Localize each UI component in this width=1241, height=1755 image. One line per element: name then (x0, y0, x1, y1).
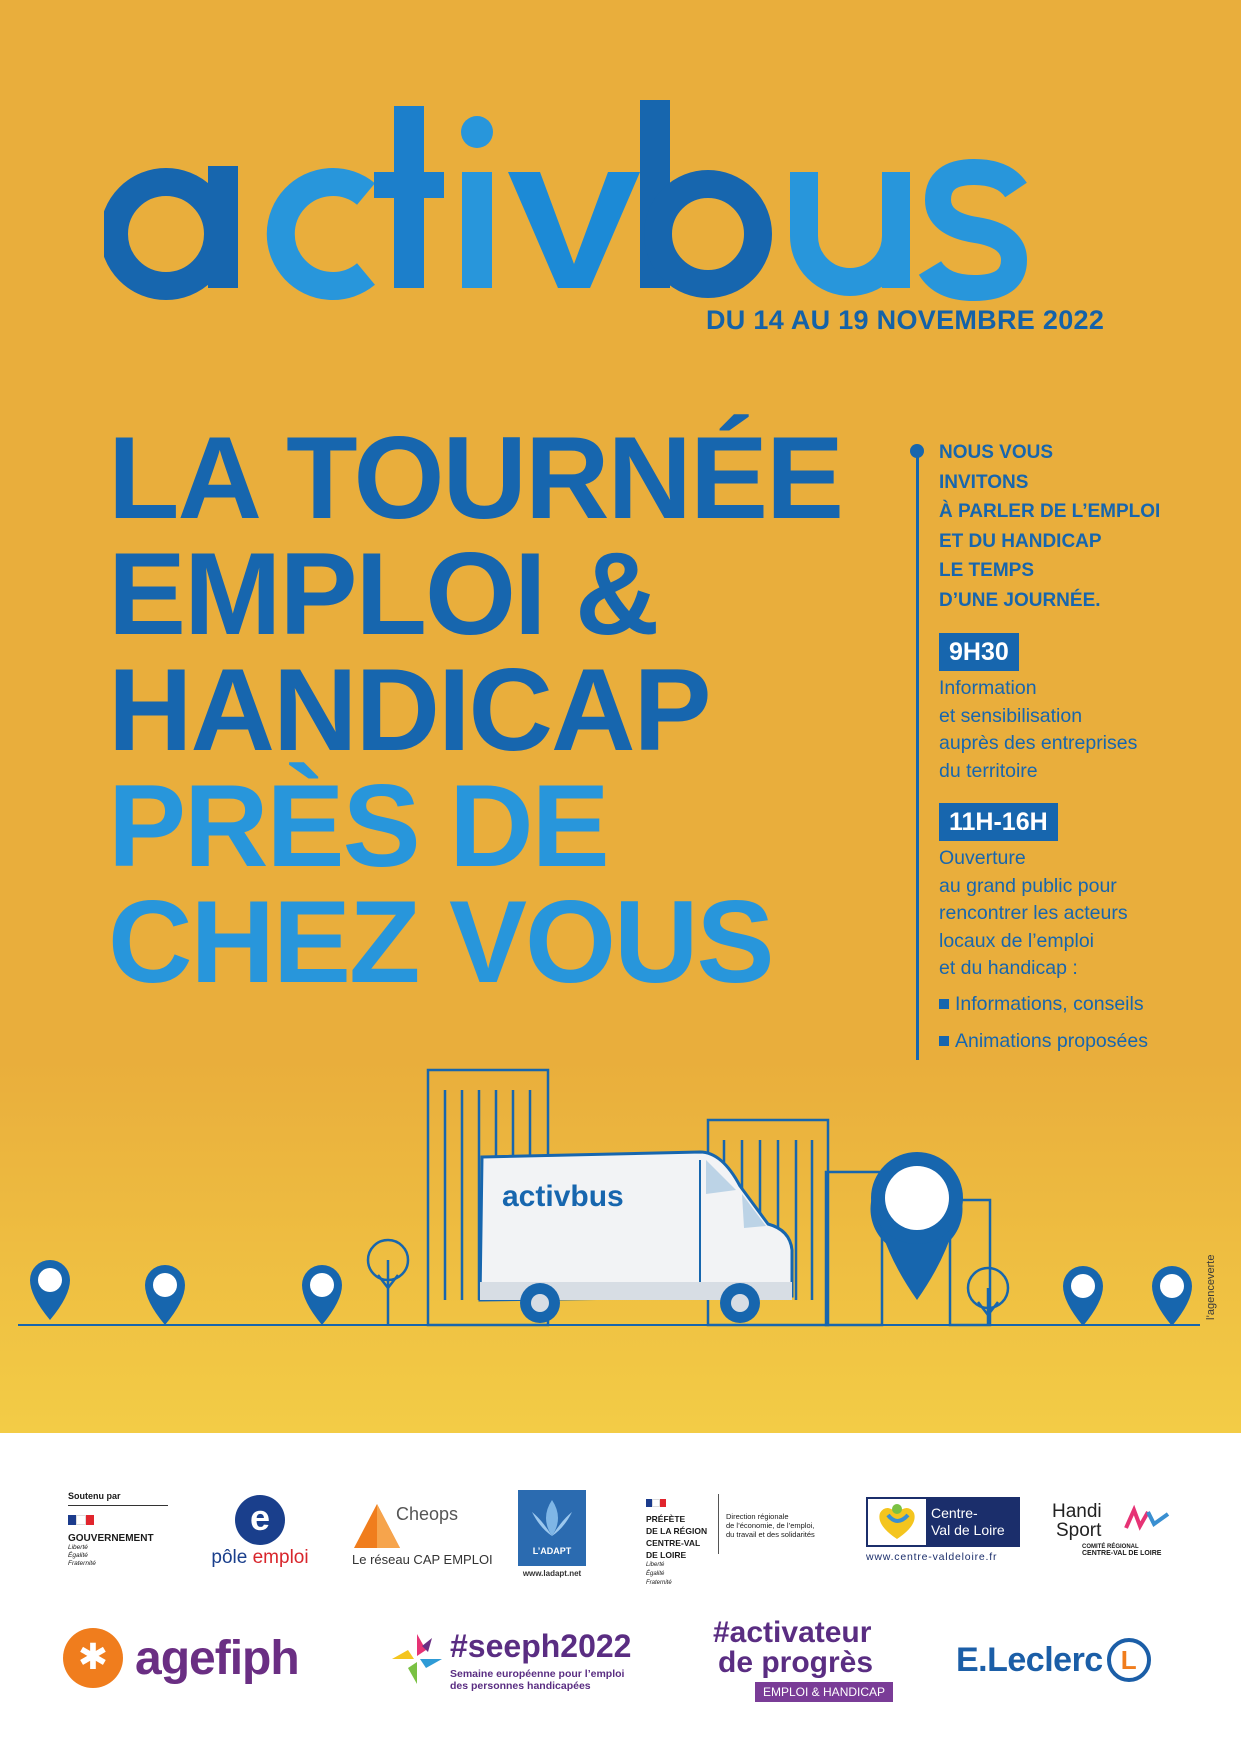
schedule-morning-text (939, 675, 1137, 785)
motto-line: Liberté (646, 1562, 665, 1568)
activateur-line: de progrès (718, 1646, 874, 1679)
headline (108, 412, 843, 1007)
invitation-line: ET DU HANDICAP (939, 530, 1102, 552)
event-dates: DU 14 AU 19 NOVEMBRE 2022 (706, 305, 1105, 335)
region-name-line: Val de Loire (931, 1522, 1005, 1538)
pole-emploi-icon: e (235, 1495, 285, 1545)
timeline-dot (910, 444, 924, 458)
seeph-sub-line: des personnes handicapées (450, 1680, 591, 1692)
agency-credit: l’agenceverte (1205, 1254, 1217, 1320)
handisport-sub: COMITÉ RÉGIONAL (1082, 1544, 1139, 1550)
cheops-pyramid-icon (352, 1502, 402, 1552)
agefiph-logo (63, 1628, 299, 1688)
schedule-line: et du handicap : (939, 957, 1078, 979)
invitation-line: INVITONS (939, 471, 1029, 493)
headline-line: PRÈS DE (108, 760, 608, 891)
invitation-line: LE TEMPS (939, 560, 1035, 581)
schedule-line: Ouverture (939, 847, 1026, 869)
motto-line: Liberté (68, 1544, 88, 1551)
activbus-wordmark (104, 96, 1124, 306)
schedule-line: Information (939, 677, 1037, 699)
government-name: GOUVERNEMENT (68, 1533, 154, 1544)
ladapt-name: L’ADAPT (532, 1546, 572, 1556)
headline-line: EMPLOI & (108, 528, 658, 659)
invitation-text (939, 438, 1160, 615)
pole-emploi-logo (210, 1495, 310, 1569)
motto-line: Fraternité (646, 1580, 672, 1586)
direction-line: Direction régionale (726, 1512, 789, 1521)
activateur-logo (713, 1618, 903, 1702)
bullet-square-icon (939, 1036, 949, 1046)
handisport-logo (1052, 1502, 1182, 1557)
activateur-badge: EMPLOI & HANDICAP (755, 1682, 893, 1702)
schedule-line: au grand public pour (939, 874, 1117, 897)
motto-line: Égalité (646, 1571, 665, 1577)
invitation-line: À PARLER DE L’EMPLOI (939, 501, 1161, 522)
activateur-line: #activateur (713, 1616, 872, 1649)
divider (718, 1494, 719, 1554)
agefiph-figure-icon: ✱ (63, 1628, 123, 1688)
time-badge-day: 11H-16H (939, 803, 1058, 841)
pole-emploi-word1: pôle (211, 1547, 248, 1568)
divider (68, 1505, 168, 1506)
seeph-sub-line: Semaine européenne pour l’emploi (450, 1668, 625, 1680)
ladapt-url: www.ladapt.net (522, 1569, 582, 1578)
schedule-line: et sensibilisation (939, 704, 1083, 727)
schedule-line: auprès des entreprises (939, 732, 1138, 754)
schedule-line: rencontrer les acteurs (939, 902, 1128, 924)
french-flag-icon (68, 1515, 94, 1525)
agefiph-name: agefiph (135, 1631, 299, 1685)
motto-line: Fraternité (68, 1560, 96, 1567)
city-scene-illustration (0, 1060, 1241, 1433)
invitation-line: NOUS VOUS (939, 442, 1054, 463)
direction-line: du travail et des solidarités (726, 1530, 815, 1539)
headline-line: LA TOURNÉE (108, 412, 843, 543)
bullet-line: Animations proposées (955, 1030, 1148, 1052)
ladapt-leaf-icon (518, 1490, 586, 1540)
cheops-name: Cheops (396, 1504, 459, 1524)
prefecture-title-line: DE LOIRE (646, 1550, 687, 1560)
handisport-name: Sport (1056, 1520, 1102, 1541)
prefecture-logo (646, 1494, 856, 1587)
prefecture-title-line: CENTRE-VAL (646, 1538, 701, 1548)
soutenu-par-label: Soutenu par (68, 1491, 121, 1501)
french-flag-icon (646, 1499, 666, 1507)
seeph-tag: #seeph2022 (450, 1628, 632, 1664)
leclerc-logo (956, 1638, 1151, 1682)
time-badge-morning: 9H30 (939, 633, 1019, 671)
leclerc-name: E.Leclerc (956, 1640, 1103, 1679)
prefecture-title-line: PRÉFÈTE (646, 1514, 686, 1524)
seeph-pinwheel-icon (388, 1630, 446, 1688)
prefecture-title-line: DE LA RÉGION (646, 1526, 708, 1536)
handisport-sub: CENTRE-VAL DE LOIRE (1082, 1550, 1162, 1557)
bullet-item (939, 991, 1144, 1019)
cheops-reseau: Le réseau CAP EMPLOI (352, 1552, 493, 1567)
leclerc-mark-icon: L (1107, 1638, 1151, 1682)
schedule-line: du territoire (939, 759, 1038, 782)
bullet-square-icon (939, 999, 949, 1009)
headline-line: HANDICAP (108, 644, 710, 775)
headline-line: CHEZ VOUS (108, 876, 773, 1007)
direction-text (726, 1512, 815, 1539)
motto-line: Égalité (68, 1552, 88, 1559)
direction-line: de l’économie, de l’emploi, (726, 1521, 815, 1530)
van-label: activbus (502, 1180, 624, 1213)
invitation-line: D’UNE JOURNÉE. (939, 589, 1101, 611)
seeph-sub (450, 1668, 624, 1692)
region-url: www.centre-valdeloire.fr (866, 1551, 998, 1563)
ladapt-logo (518, 1490, 586, 1578)
region-heart-icon (868, 1499, 926, 1545)
schedule-line: locaux de l’emploi (939, 929, 1095, 952)
government-logo (68, 1491, 168, 1568)
pole-emploi-word2: emploi (247, 1547, 309, 1568)
bullet-line: Informations, conseils (955, 993, 1144, 1015)
handisport-swoosh-icon (1122, 1504, 1172, 1534)
schedule-day-text (939, 845, 1128, 983)
handisport-name: Handi (1052, 1501, 1102, 1522)
centre-val-de-loire-logo (866, 1497, 1020, 1563)
region-name-line: Centre- (931, 1505, 978, 1521)
